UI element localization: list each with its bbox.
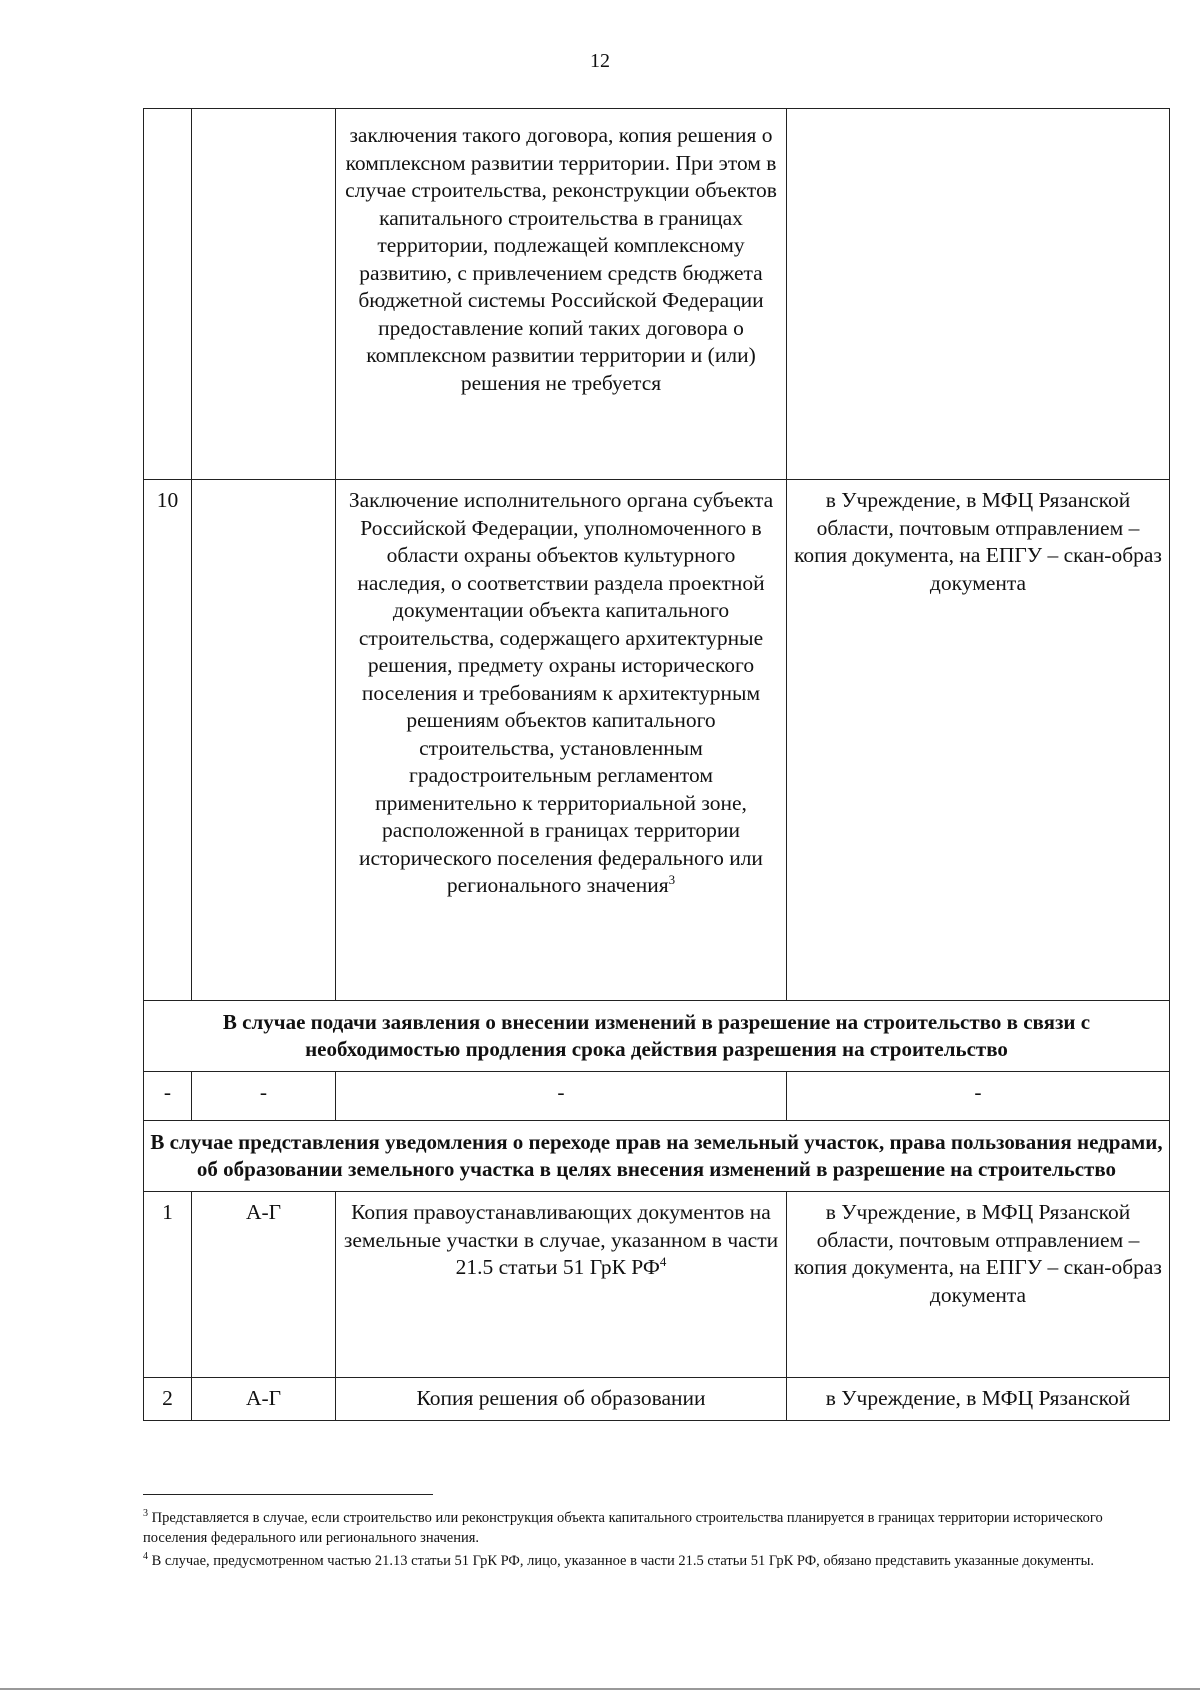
footnote-ref: 4: [659, 1253, 667, 1269]
section-header-land: В случае представления уведомления о переходе прав на земельный участок, права пользования недрами, об образовании земельного участка в целях внесения изменений в разрешение на строительство: [144, 1121, 1170, 1192]
category-cell: [192, 109, 336, 480]
category-cell: А-Г: [192, 1192, 336, 1378]
footnote-text: В случае, предусмотренном частью 21.13 статьи 51 ГрК РФ, лицо, указанное в части 21.5 статьи 51 ГрК РФ, обязано представить указанные документы.: [148, 1553, 1094, 1569]
footnote-text: Представляется в случае, если строительство или реконструкция объекта капитального строительства планируется в границах территории исторического поселения федерального или регионального значения.: [143, 1510, 1103, 1546]
category-cell: [192, 480, 336, 1001]
section-header-row: [144, 1001, 1170, 1072]
section-header-row: [144, 1121, 1170, 1192]
page-number: 12: [590, 50, 610, 72]
table-row: [144, 1072, 1170, 1121]
row-number-cell: 2: [144, 1378, 192, 1421]
row-number-cell: 10: [144, 480, 192, 1001]
submission-method-cell: [787, 109, 1170, 480]
document-cell: [336, 1192, 787, 1378]
row-number-cell: -: [144, 1072, 192, 1121]
submission-method-cell: в Учреждение, в МФЦ Рязанской области, почтовым отправлением – копия документа, на ЕПГУ – скан-образ документа: [787, 480, 1170, 1001]
footnote-4: [143, 1551, 1153, 1571]
section-header-extension: В случае подачи заявления о внесении изменений в разрешение на строительство в связи с необходимостью продления срока действия разрешения на строительство: [144, 1001, 1170, 1072]
document-text: Заключение исполнительного органа субъекта Российской Федерации, уполномоченного в области охраны объектов культурного наследия, о соответствии раздела проектной документации объекта капитального строительства, содержащего архитектурные решения, предмету охраны исторического поселения и требованиям к архитектурным решениям объектов капитального строительства, установленным градостроительным регламентом применительно к территориальной зоне, расположенной в границах территории исторического поселения федерального или регионального значения: [348, 488, 774, 897]
footnote-ref: 3: [668, 871, 676, 887]
footnote-separator: [143, 1494, 433, 1495]
documents-table: [143, 108, 1170, 1421]
table-row: [144, 1378, 1170, 1421]
category-cell: А-Г: [192, 1378, 336, 1421]
document-text: Копия правоустанавливающих документов на земельные участки в случае, указанном в части 21.5 статьи 51 ГрК РФ: [343, 1200, 779, 1279]
document-cell: заключения такого договора, копия решения о комплексном развитии территории. При этом в случае строительства, реконструкции объектов капитального строительства в границах территории, подлежащей комплексному развитию, с привлечением средств бюджета бюджетной системы Российской Федерации предоставление копий таких договора о комплексном развитии территории и (или) решения не требуется: [336, 109, 787, 480]
table-row: [144, 109, 1170, 480]
row-number-cell: 1: [144, 1192, 192, 1378]
footnotes: [143, 1508, 1153, 1574]
submission-method-cell: в Учреждение, в МФЦ Рязанской области, почтовым отправлением – копия документа, на ЕПГУ – скан-образ документа: [787, 1192, 1170, 1378]
submission-method-cell: -: [787, 1072, 1170, 1121]
row-number-cell: [144, 109, 192, 480]
category-cell: -: [192, 1072, 336, 1121]
document-cell: [336, 480, 787, 1001]
document-cell: Копия решения об образовании: [336, 1378, 787, 1421]
submission-method-cell: в Учреждение, в МФЦ Рязанской: [787, 1378, 1170, 1421]
footnote-mark: 3: [143, 1508, 148, 1520]
table-row: [144, 480, 1170, 1001]
page-bottom-edge: [0, 1688, 1200, 1690]
table-row: [144, 1192, 1170, 1378]
document-cell: -: [336, 1072, 787, 1121]
footnote-mark: 4: [143, 1551, 148, 1563]
footnote-3: [143, 1508, 1153, 1548]
